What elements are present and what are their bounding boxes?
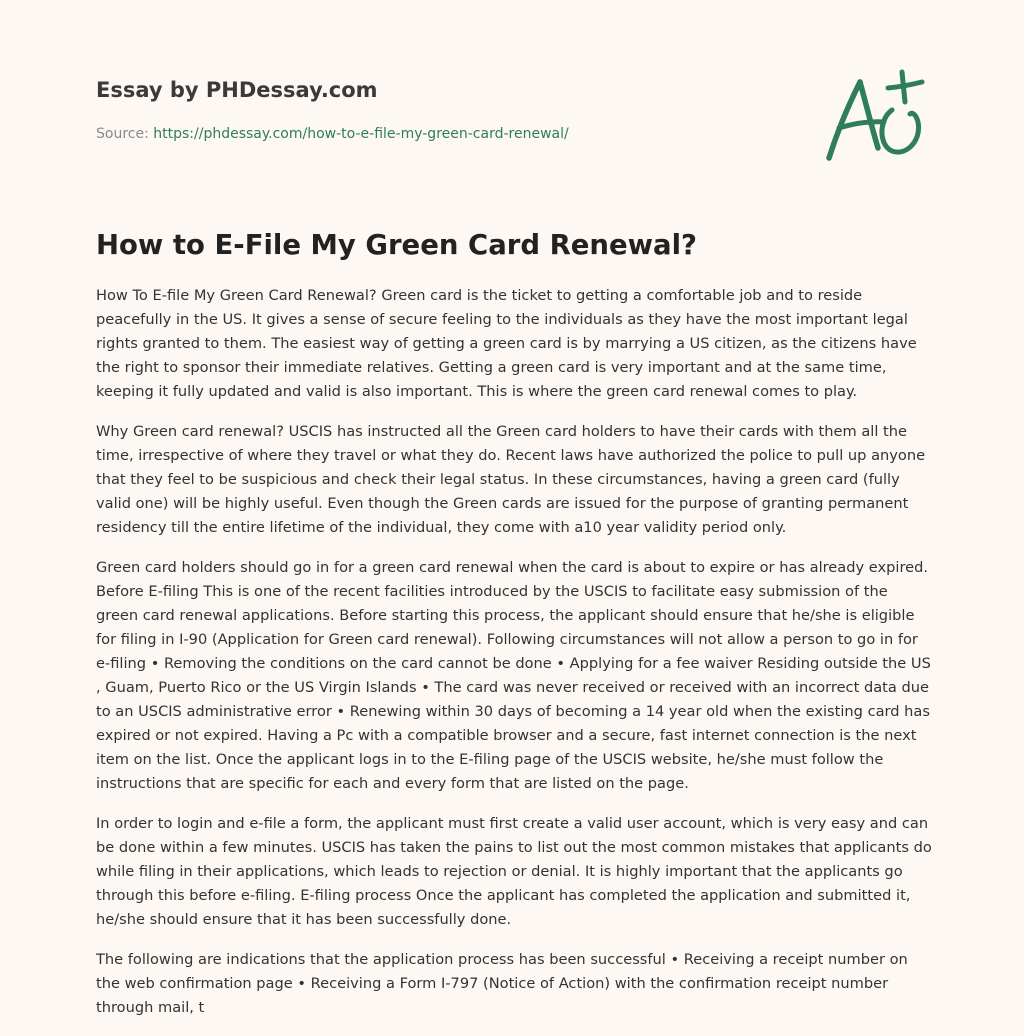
brand-title: Essay by PHDessay.com <box>96 78 378 102</box>
essay-title: How to E-File My Green Card Renewal? <box>96 229 697 261</box>
source-label: Source: <box>96 126 149 142</box>
paragraph: The following are indications that the application process has been successful • Receiving a receipt number on the web confirmation page • Receiving a Form I-797 (Notice of Action) with the confirmation receipt number through mail, t <box>96 951 908 1016</box>
essay-header <box>96 76 716 144</box>
paragraph: In order to login and e-file a form, the applicant must first create a valid user account, which is very easy and can be done within a few minutes. USCIS has taken the pains to list out the most common mistakes that applicants do while filing in their applications, which leads to rejection or denial. It is highly important that the applicants go through this before e-filing. E-filing process Once the applicant has completed the application and submitted it, he/she should ensure that it has been successfully done. <box>96 815 932 928</box>
essay-body <box>96 284 932 1036</box>
source-link[interactable]: https://phdessay.com/how-to-e-file-my-green-card-renewal/ <box>153 126 569 142</box>
source-line <box>96 124 716 144</box>
a-plus-logo-icon <box>822 66 932 166</box>
paragraph: Green card holders should go in for a green card renewal when the card is about to expire or has already expired. Before E-filing This is one of the recent facilities introduced by the USCIS to facilitate easy submission of the green card renewal applications. Before starting this process, the applicant should ensure that he/she is eligible for filing in I-90 (Application for Green card renewal). Following circumstances will not allow a person to go in for e-filing • Removing the conditions on the card cannot be done • Applying for a fee waiver Residing outside the US , Guam, Puerto Rico or the US Virgin Islands • The card was never received or received with an incorrect data due to an USCIS administrative error • Renewing within 30 days of becoming a 14 year old when the existing card has expired or not expired. Having a Pc with a compatible browser and a secure, fast internet connection is the next item on the list. Once the applicant logs in to the E-filing page of the USCIS website, he/she must follow the instructions that are specific for each and every form that are listed on the page. <box>96 559 931 792</box>
paragraph: Why Green card renewal? USCIS has instructed all the Green card holders to have their cards with them all the time, irrespective of where they travel or what they do. Recent laws have authorized the police to pull up anyone that they feel to be suspicious and check their legal status. In these circumstances, having a green card (fully valid one) will be highly useful. Even though the Green cards are issued for the purpose of granting permanent residency till the entire lifetime of the individual, they come with a10 year validity period only. <box>96 423 926 536</box>
paragraph: How To E-file My Green Card Renewal? Green card is the ticket to getting a comfortable job and to reside peacefully in the US. It gives a sense of secure feeling to the individuals as they have the most important legal rights granted to them. The easiest way of getting a green card is by marrying a US citizen, as the citizens have the right to sponsor their immediate relatives. Getting a green card is very important and at the same time, keeping it fully updated and valid is also important. This is where the green card renewal comes to play. <box>96 287 917 400</box>
